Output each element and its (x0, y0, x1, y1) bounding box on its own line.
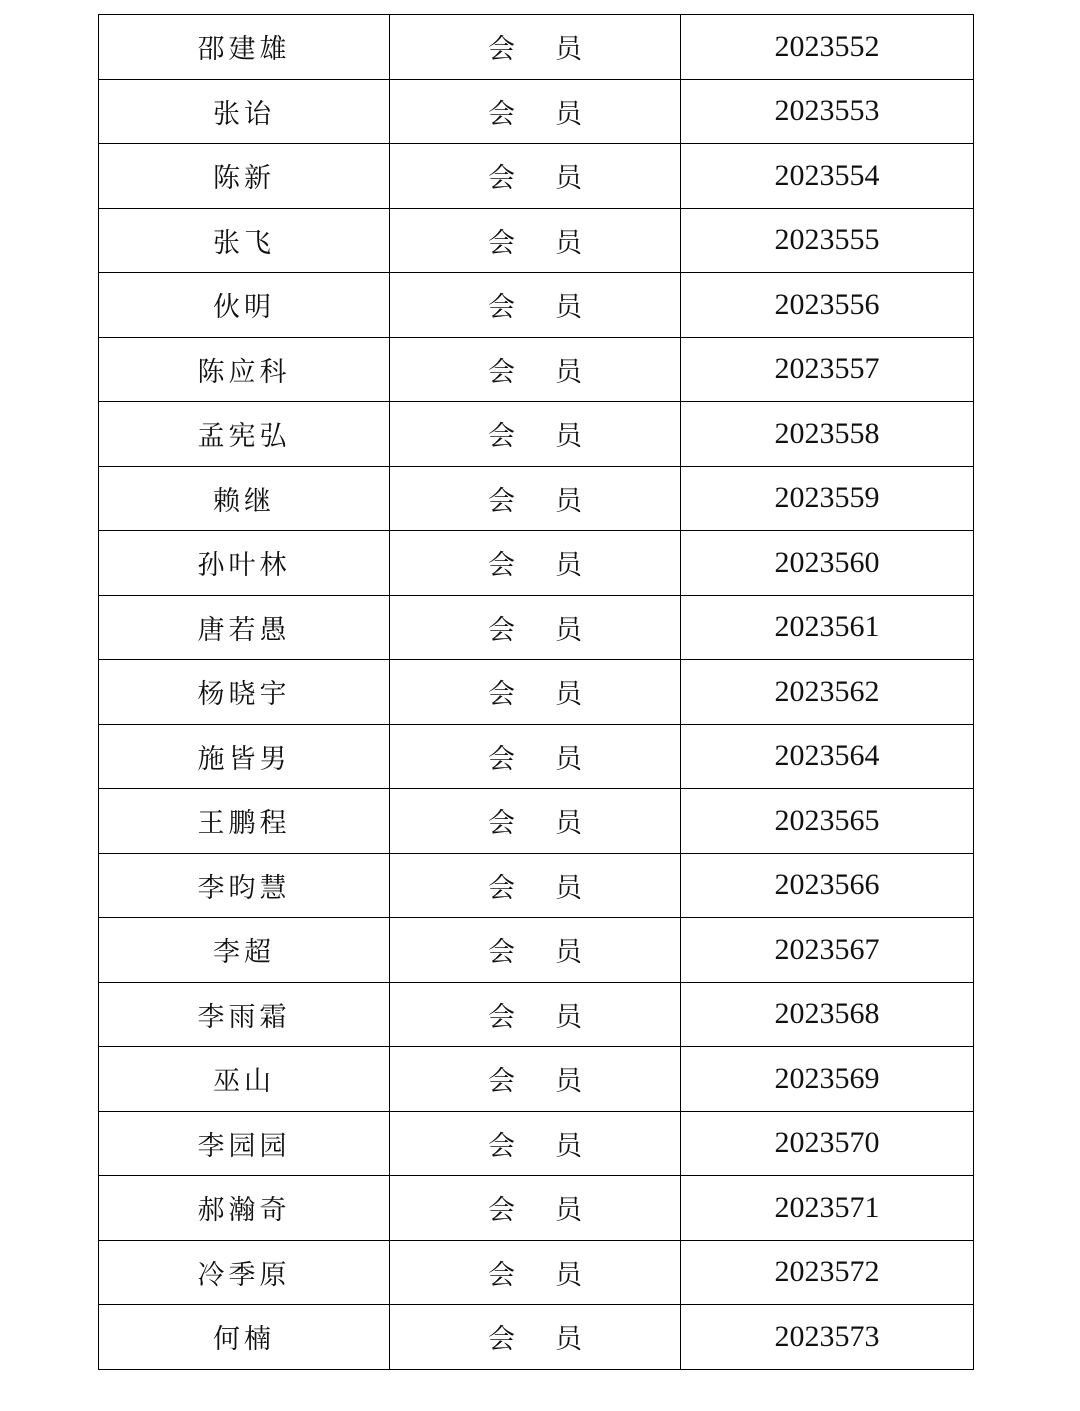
member-role-text: 会员 (488, 227, 622, 259)
member-name-cell: 伙明 (99, 273, 390, 338)
member-id-cell: 2023553 (681, 79, 974, 144)
member-role-text: 会员 (488, 356, 622, 388)
member-role-cell (390, 531, 681, 596)
member-role-text: 会员 (488, 614, 622, 646)
table-row (99, 79, 974, 144)
member-role-text: 会员 (488, 550, 622, 582)
member-role-text: 会员 (488, 743, 622, 775)
member-role-text: 会员 (488, 98, 622, 130)
member-name-cell: 陈应科 (99, 337, 390, 402)
member-role-text: 会员 (488, 163, 622, 195)
member-name-cell: 张诒 (99, 79, 390, 144)
member-table-body (99, 15, 974, 1370)
member-role-cell (390, 273, 681, 338)
member-name-cell: 巫山 (99, 1047, 390, 1112)
member-name-cell: 孟宪弘 (99, 402, 390, 467)
member-role-text: 会员 (488, 421, 622, 453)
member-role-text: 会员 (488, 1066, 622, 1098)
member-name-cell: 唐若愚 (99, 595, 390, 660)
table-row (99, 1240, 974, 1305)
table-row (99, 982, 974, 1047)
member-id-cell: 2023554 (681, 144, 974, 209)
member-id-cell: 2023570 (681, 1111, 974, 1176)
member-role-text: 会员 (488, 679, 622, 711)
member-role-text: 会员 (488, 485, 622, 517)
member-role-cell (390, 144, 681, 209)
member-id-cell: 2023562 (681, 660, 974, 725)
member-role-text: 会员 (488, 34, 622, 66)
member-role-cell (390, 1305, 681, 1370)
table-row (99, 1111, 974, 1176)
member-id-cell: 2023561 (681, 595, 974, 660)
member-id-cell: 2023559 (681, 466, 974, 531)
member-role-text: 会员 (488, 937, 622, 969)
member-role-text: 会员 (488, 1324, 622, 1356)
table-row (99, 402, 974, 467)
member-id-cell: 2023564 (681, 724, 974, 789)
member-name-cell: 李昀慧 (99, 853, 390, 918)
member-id-cell: 2023569 (681, 1047, 974, 1112)
table-row (99, 1047, 974, 1112)
member-id-cell: 2023556 (681, 273, 974, 338)
table-row (99, 789, 974, 854)
table-row (99, 531, 974, 596)
member-role-cell (390, 1047, 681, 1112)
member-role-text: 会员 (488, 1001, 622, 1033)
table-row (99, 273, 974, 338)
member-name-cell: 张飞 (99, 208, 390, 273)
member-id-cell: 2023571 (681, 1176, 974, 1241)
member-id-cell: 2023572 (681, 1240, 974, 1305)
member-id-cell: 2023565 (681, 789, 974, 854)
member-name-cell: 郝瀚奇 (99, 1176, 390, 1241)
member-id-cell: 2023560 (681, 531, 974, 596)
member-role-text: 会员 (488, 292, 622, 324)
member-role-cell (390, 402, 681, 467)
member-role-cell (390, 1176, 681, 1241)
member-id-cell: 2023552 (681, 15, 974, 80)
table-row (99, 15, 974, 80)
member-name-cell: 施皆男 (99, 724, 390, 789)
member-name-cell: 何楠 (99, 1305, 390, 1370)
member-name-cell: 邵建雄 (99, 15, 390, 80)
member-role-cell (390, 79, 681, 144)
member-role-cell (390, 789, 681, 854)
member-role-text: 会员 (488, 808, 622, 840)
member-role-cell (390, 1240, 681, 1305)
member-role-cell (390, 660, 681, 725)
table-row (99, 144, 974, 209)
member-name-cell: 李雨霜 (99, 982, 390, 1047)
member-role-cell (390, 1111, 681, 1176)
member-id-cell: 2023557 (681, 337, 974, 402)
table-row (99, 595, 974, 660)
member-role-cell (390, 337, 681, 402)
member-role-cell (390, 208, 681, 273)
member-role-cell (390, 15, 681, 80)
member-role-text: 会员 (488, 1195, 622, 1227)
member-name-cell: 孙叶林 (99, 531, 390, 596)
member-role-cell (390, 724, 681, 789)
table-row (99, 1305, 974, 1370)
member-role-cell (390, 853, 681, 918)
member-role-text: 会员 (488, 872, 622, 904)
table-row (99, 337, 974, 402)
member-id-cell: 2023558 (681, 402, 974, 467)
member-name-cell: 李园园 (99, 1111, 390, 1176)
member-name-cell: 杨晓宇 (99, 660, 390, 725)
member-role-text: 会员 (488, 1130, 622, 1162)
table-row (99, 918, 974, 983)
member-name-cell: 李超 (99, 918, 390, 983)
member-table (98, 14, 974, 1370)
table-row (99, 1176, 974, 1241)
table-row (99, 466, 974, 531)
table-row (99, 660, 974, 725)
table-row (99, 853, 974, 918)
member-id-cell: 2023573 (681, 1305, 974, 1370)
member-role-cell (390, 982, 681, 1047)
member-name-cell: 陈新 (99, 144, 390, 209)
member-role-cell (390, 466, 681, 531)
member-name-cell: 王鹏程 (99, 789, 390, 854)
member-id-cell: 2023555 (681, 208, 974, 273)
member-id-cell: 2023567 (681, 918, 974, 983)
table-row (99, 208, 974, 273)
member-role-cell (390, 595, 681, 660)
table-row (99, 724, 974, 789)
member-name-cell: 赖继 (99, 466, 390, 531)
member-id-cell: 2023566 (681, 853, 974, 918)
member-role-text: 会员 (488, 1259, 622, 1291)
member-id-cell: 2023568 (681, 982, 974, 1047)
member-role-cell (390, 918, 681, 983)
member-name-cell: 冷季原 (99, 1240, 390, 1305)
